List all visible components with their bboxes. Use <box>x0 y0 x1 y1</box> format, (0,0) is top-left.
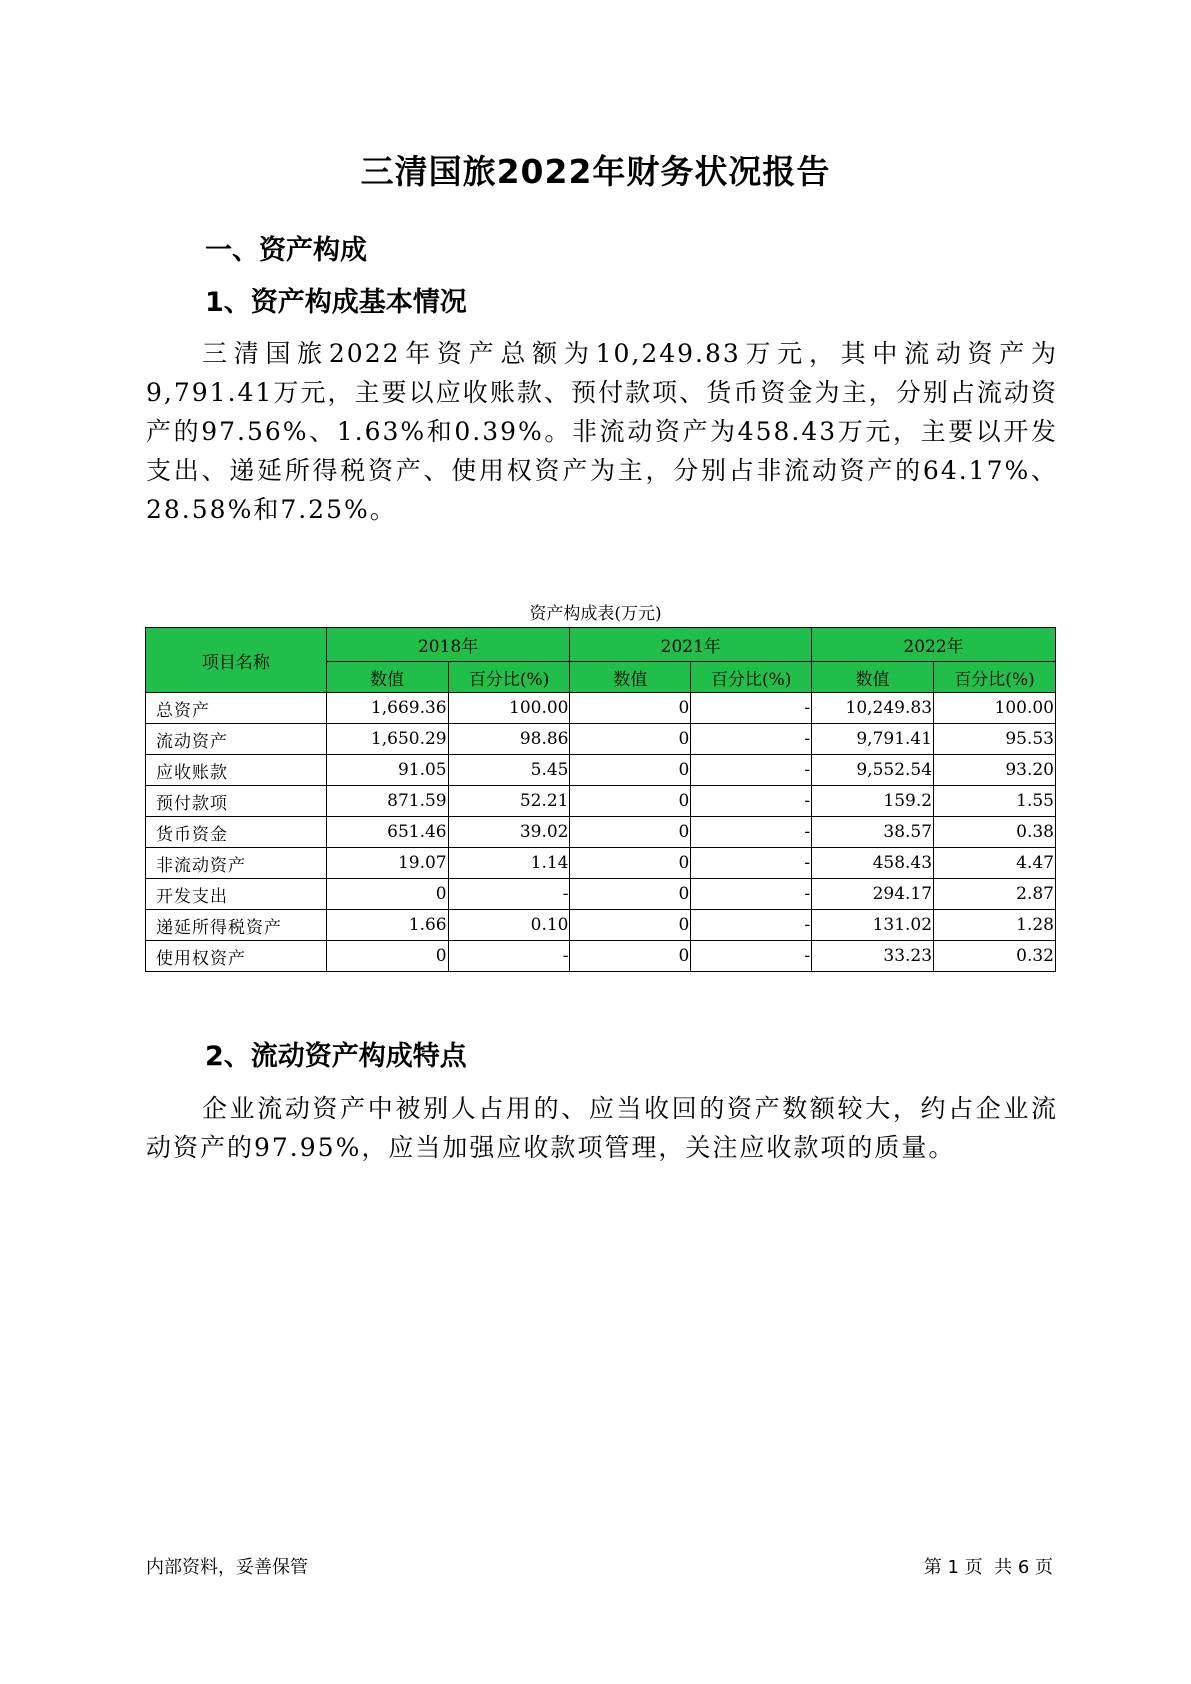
cell-p2021: - <box>691 848 812 879</box>
row-label: 预付款项 <box>146 786 327 817</box>
paragraph-current-assets: 企业流动资产中被别人占用的、应当收回的资产数额较大，约占企业流动资产的97.95%，应当加强应收款项管理，关注应收款项的质量。 <box>146 1094 1058 1162</box>
footer-page-number: 第 1 页 共 6 页 <box>923 1557 1053 1578</box>
cell-p2018: 5.45 <box>448 755 570 786</box>
header-value-2018: 数值 <box>326 662 448 693</box>
cell-v2021: 0 <box>570 693 691 724</box>
cell-p2021: - <box>691 817 812 848</box>
cell-v2022: 33.23 <box>812 941 934 972</box>
cell-p2018: 100.00 <box>448 693 570 724</box>
row-label: 递延所得税资产 <box>146 910 327 941</box>
cell-p2018: 1.14 <box>448 848 570 879</box>
cell-p2018: 52.21 <box>448 786 570 817</box>
header-pct-2022: 百分比(%) <box>934 662 1056 693</box>
cell-p2021: - <box>691 786 812 817</box>
row-label: 货币资金 <box>146 817 327 848</box>
cell-v2018: 1.66 <box>326 910 448 941</box>
header-pct-2018: 百分比(%) <box>448 662 570 693</box>
subsection-heading-basic: 1、资产构成基本情况 <box>205 287 467 318</box>
cell-p2022: 4.47 <box>934 848 1056 879</box>
cell-v2021: 0 <box>570 724 691 755</box>
cell-v2018: 0 <box>326 941 448 972</box>
cell-p2021: - <box>691 910 812 941</box>
cell-p2021: - <box>691 755 812 786</box>
cell-v2021: 0 <box>570 755 691 786</box>
paragraph-asset-summary: 三清国旅2022年资产总额为10,249.83万元，其中流动资产为9,791.41万元，主要以应收账款、预付款项、货币资金为主，分别占流动资产的97.56%、1.63%和0.39%。非流动资产为458.43万元，主要以开发支出、递延所得税资产、使用权资产为主，分别占非流动资产的64.17%、28.58%和7.25%。 <box>146 339 1058 524</box>
cell-p2022: 0.38 <box>934 817 1056 848</box>
row-label: 应收账款 <box>146 755 327 786</box>
cell-p2018: - <box>448 941 570 972</box>
cell-p2018: 0.10 <box>448 910 570 941</box>
header-year-2022: 2022年 <box>812 628 1056 662</box>
cell-v2022: 10,249.83 <box>812 693 934 724</box>
cell-p2022: 1.55 <box>934 786 1056 817</box>
cell-p2018: - <box>448 879 570 910</box>
table-row <box>146 879 1056 910</box>
cell-v2018: 0 <box>326 879 448 910</box>
cell-v2021: 0 <box>570 879 691 910</box>
cell-p2022: 100.00 <box>934 693 1056 724</box>
table-row <box>146 724 1056 755</box>
cell-p2021: - <box>691 879 812 910</box>
cell-v2022: 38.57 <box>812 817 934 848</box>
cell-p2021: - <box>691 941 812 972</box>
table-body <box>146 693 1056 972</box>
header-value-2022: 数值 <box>812 662 934 693</box>
cell-v2022: 9,552.54 <box>812 755 934 786</box>
table-row <box>146 786 1056 817</box>
cell-v2021: 0 <box>570 848 691 879</box>
cell-p2021: - <box>691 693 812 724</box>
cell-p2022: 95.53 <box>934 724 1056 755</box>
header-item-name: 项目名称 <box>146 628 327 693</box>
cell-v2018: 91.05 <box>326 755 448 786</box>
cell-p2022: 2.87 <box>934 879 1056 910</box>
cell-p2022: 1.28 <box>934 910 1056 941</box>
header-year-2018: 2018年 <box>326 628 570 662</box>
row-label: 开发支出 <box>146 879 327 910</box>
table-row <box>146 693 1056 724</box>
cell-p2021: - <box>691 724 812 755</box>
row-label: 流动资产 <box>146 724 327 755</box>
cell-v2021: 0 <box>570 817 691 848</box>
cell-v2018: 871.59 <box>326 786 448 817</box>
header-pct-2021: 百分比(%) <box>691 662 812 693</box>
cell-v2022: 159.2 <box>812 786 934 817</box>
cell-v2022: 458.43 <box>812 848 934 879</box>
table-row <box>146 910 1056 941</box>
cell-v2022: 131.02 <box>812 910 934 941</box>
table-caption: 资产构成表(万元) <box>529 604 662 624</box>
cell-v2022: 9,791.41 <box>812 724 934 755</box>
footer-confidential: 内部资料，妥善保管 <box>146 1557 308 1578</box>
cell-v2018: 19.07 <box>326 848 448 879</box>
table-row <box>146 817 1056 848</box>
header-year-2021: 2021年 <box>570 628 812 662</box>
cell-p2022: 0.32 <box>934 941 1056 972</box>
table-row <box>146 941 1056 972</box>
header-value-2021: 数值 <box>570 662 691 693</box>
cell-v2022: 294.17 <box>812 879 934 910</box>
subsection-heading-current-assets: 2、流动资产构成特点 <box>205 1041 467 1072</box>
table-row <box>146 848 1056 879</box>
cell-v2018: 1,669.36 <box>326 693 448 724</box>
row-label: 使用权资产 <box>146 941 327 972</box>
cell-p2018: 98.86 <box>448 724 570 755</box>
document-title: 三清国旅2022年财务状况报告 <box>360 152 831 191</box>
cell-v2021: 0 <box>570 910 691 941</box>
asset-composition-table <box>145 627 1056 972</box>
row-label: 总资产 <box>146 693 327 724</box>
cell-p2022: 93.20 <box>934 755 1056 786</box>
cell-v2018: 1,650.29 <box>326 724 448 755</box>
cell-p2018: 39.02 <box>448 817 570 848</box>
row-label: 非流动资产 <box>146 848 327 879</box>
cell-v2021: 0 <box>570 786 691 817</box>
cell-v2018: 651.46 <box>326 817 448 848</box>
cell-v2021: 0 <box>570 941 691 972</box>
section-heading-asset-composition: 一、资产构成 <box>205 235 367 266</box>
table-row <box>146 755 1056 786</box>
